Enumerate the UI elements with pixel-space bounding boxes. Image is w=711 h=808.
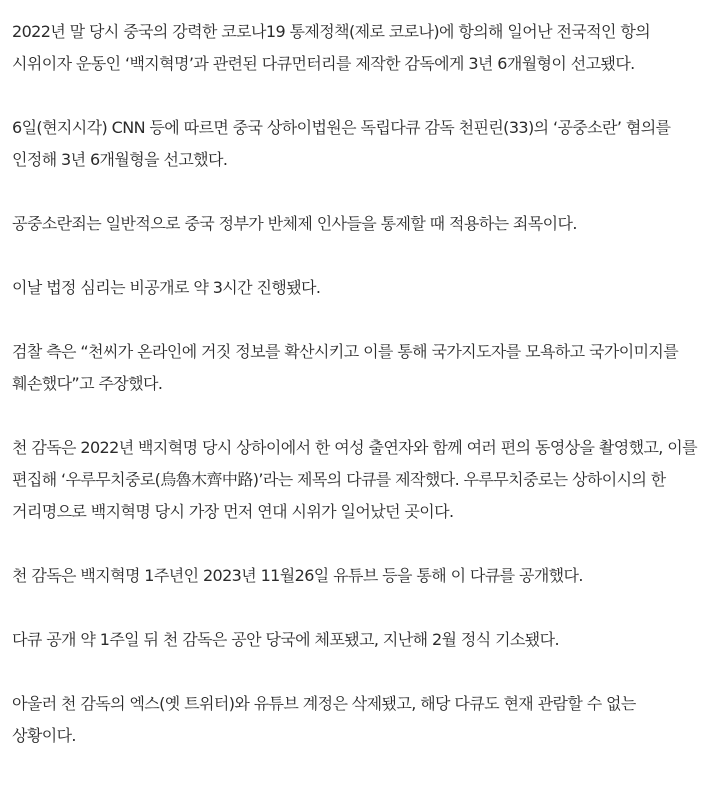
paragraph-documentary: 천 감독은 2022년 백지혁명 당시 상하이에서 한 여성 출연자와 함께 여러 편의 동영상을 촬영했고, 이를 편집해 ‘우루무치중로(烏魯木齊中路)’라는 제목의 다큐를 제작했다. 우루무치중로는 상하이시의 한 거리명으로 백지혁명 당시 가장 먼저 연대 시위가 일어났던 곳이다. [12,438,697,521]
paragraph-verdict: 2022년 말 당시 중국의 강력한 코로나19 통제정책(제로 코로나)에 항의해 일어난 전국적인 항의 시위이자 운동인 ‘백지혁명’과 관련된 다큐먼터리를 제작한 감독에게 3년 6개월형이 선고됐다. [12,22,651,73]
paragraph-cnn-report: 6일(현지시각) CNN 등에 따르면 중국 상하이법원은 독립다큐 감독 천핀린(33)의 ‘공중소란’ 혐의를 인정해 3년 6개월형을 선고했다. [12,118,671,169]
paragraph-hearing: 이날 법정 심리는 비공개로 약 3시간 진행됐다. [12,278,321,297]
paragraph-release: 천 감독은 백지혁명 1주년인 2023년 11월26일 유튜브 등을 통해 이 다큐를 공개했다. [12,566,583,585]
paragraph-accounts-deleted: 아울러 천 감독의 엑스(옛 트위터)와 유튜브 계정은 삭제됐고, 해당 다큐도 현재 관람할 수 없는 상황이다. [12,694,636,745]
paragraph-arrest: 다큐 공개 약 1주일 뒤 천 감독은 공안 당국에 체포됐고, 지난해 2월 정식 기소됐다. [12,630,559,649]
paragraph-prosecution: 검찰 측은 “천씨가 온라인에 거짓 정보를 확산시키고 이를 통해 국가지도자를 모욕하고 국가이미지를 훼손했다”고 주장했다. [12,342,679,393]
paragraph-charge-definition: 공중소란죄는 일반적으로 중국 정부가 반체제 인사들을 통제할 때 적용하는 죄목이다. [12,214,577,233]
